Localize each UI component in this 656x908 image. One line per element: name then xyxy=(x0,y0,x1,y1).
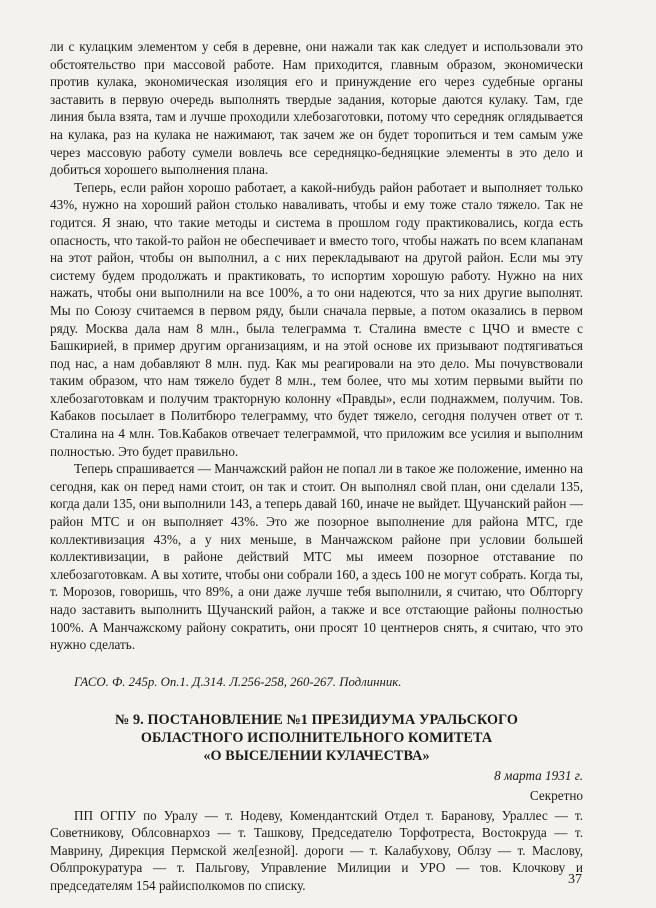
document-date: 8 марта 1931 г. xyxy=(494,768,583,784)
document-title xyxy=(50,711,583,765)
page-number: 37 xyxy=(568,872,582,887)
paragraph-3: Теперь спрашивается — Манчажский район не попал ли в такое же положение, именно на сегодня, как он перед нами стоит, он так и стоит. Он выполнял свой план, они сделали 135, когда дали 135, они выполнили 143, а теперь давай 160, иначе не выйдет. Щучанский район — район МТС и он выполняет 43%. Это же позорное выполнение для района МТС, где коллективизация 43%, а у них меньше, в Манчажском районе при условии большей коллективизации, в районе действий МТС мы имеем позорное отставание по хлебозаготовкам. А вы хотите, чтобы они собрали 160, а здесь 100 не могут собрать. Когда ты, т. Морозов, говоришь, что 89%, а они даже лучше тебя выполнили, я считаю, что Облторгу надо заставить выполнить Щучанский район, а также и все отстающие районы полностью 100%. А Манчажскому району сократить, они просят 10 центнеров снять, я считаю, что это нужно сделать. xyxy=(50,461,583,653)
paragraph-1: ли с кулацким элементом у себя в деревне, они нажали так как следует и использовали это обстоятельство при массовой работе. Нам приходится, главным образом, экономически против кулака, экономическая изоляция его и принуждение его через судебные органы заставить в первую очередь выполнять твердые задания, которые даются кулаку. Там, где линия была взята, там и лучше проходили хлебозаготовки, потому что середняк оглядывается на кулака, раз на кулака не нажимают, так зачем же он будет торопиться и тем самым уже через массовую работу сумели вовлечь все середняцко-бедняцкие элементы в это дело и добиться хорошего выполнения плана. xyxy=(50,39,583,178)
paragraph-2: Теперь, если район хорошо работает, а какой-нибудь район работает и выполняет только 43%, нужно на хороший район столько наваливать, чтобы и ему тоже стало тяжело. Так не годится. Я знаю, что такие методы и система в прошлом году практиковались, когда есть опасность, что такой-то район не обеспечивает и вместо того, чтобы нажать по всем клапанам на этот район, чтобы он выполнил, а с них перекладывают на другой район. Если мы эту систему будем продолжать и практиковать, то испортим хорошую работу. Нужно на них нажать, чтобы они выполнили на все 100%, а то они надеются, что за них другие выполнят. Мы по Союзу считаемся в первом ряду, были сначала первые, а потом оказались в первом ряду. Москва дала нам 8 млн., была телеграмма т. Сталина вместе с ЦЧО и вместе с Башкирией, в пример другим организациям, и на этой основе их призывают подтягиваться под нас, а нам добавляют 8 млн. пуд. Как мы реагировали на это дело. Мы почувствовали таким образом, что нам тяжело будет 8 млн., тем более, что мы хотим первыми выйти по хлебозаготовкам и получим тракторную колонну «Правды», если поднажмем, получим. Тов. Кабаков посылает в Политбюро телеграмму, что будет тяжело, сегодня получен ответ от т. Сталина на 4 млн. Тов.Кабаков отвечает телеграммой, что приложим все усилия и выполним полностью. Это будет правильно. xyxy=(50,179,583,459)
document-title-line-3: «О ВЫСЕЛЕНИИ КУЛАЧЕСТВА» xyxy=(203,748,430,765)
document-page xyxy=(50,38,583,895)
archive-source: ГАСО. Ф. 245р. Оп.1. Д.314. Л.256-258, 260-267. Подлинник. xyxy=(74,674,402,689)
addressees-paragraph: ПП ОГПУ по Уралу — т. Нодеву, Комендантский Отдел т. Баранову, Ураллес — т. Советникову, Облсовнархоз — т. Ташкову, Председателю Торфотреста, Востокруда — т. Маврину, Дирекция Пермской жел[езной]. дороги — т. Калабухову, Облзу — т. Маслову, Облпрокуратура — т. Пальгову, Управление Милиции и УРО — тов. Клочкову и председателям 154 райисполкомов по списку. xyxy=(50,807,583,893)
secrecy-label: Секретно xyxy=(529,787,583,803)
document-title-line-2: ОБЛАСТНОГО ИСПОЛНИТЕЛЬНОГО КОМИТЕТА xyxy=(140,730,493,747)
document-title-line-1: № 9. ПОСТАНОВЛЕНИЕ №1 ПРЕЗИДИУМА УРАЛЬСКОГО xyxy=(114,712,519,729)
